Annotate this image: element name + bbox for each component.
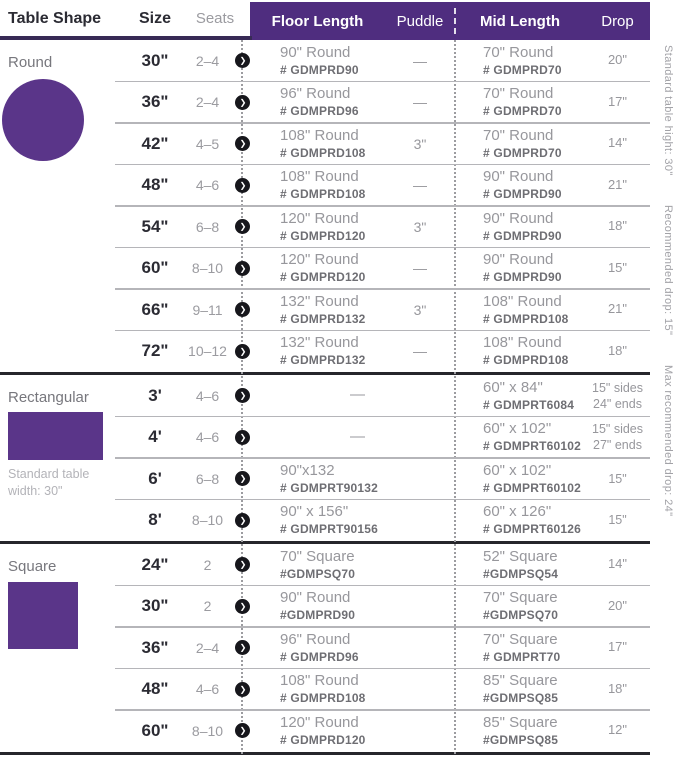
next-arrow-icon: ❯ bbox=[235, 53, 250, 68]
floor-part-number: # GDMPRD90 bbox=[280, 62, 359, 77]
table-row bbox=[130, 206, 650, 248]
square-rows bbox=[130, 544, 650, 752]
mid-length-cell bbox=[455, 165, 585, 207]
floor-length-value: 96" Round bbox=[280, 85, 351, 103]
seats-value: 2 bbox=[203, 556, 212, 573]
seats-value: 2–4 bbox=[195, 94, 220, 111]
table-row bbox=[130, 123, 650, 165]
mid-length-value: 85" Square bbox=[483, 713, 558, 731]
size-value: 66" bbox=[141, 299, 169, 319]
mid-length-value: 60" x 84" bbox=[483, 378, 543, 396]
column-header-table-shape: Table Shape bbox=[8, 9, 102, 27]
drop-cell bbox=[585, 123, 650, 165]
floor-length-cell bbox=[250, 710, 385, 752]
side-notes bbox=[662, 45, 674, 516]
seats-value: 6–8 bbox=[195, 470, 220, 487]
mid-length-value: 108" Round bbox=[483, 334, 562, 352]
drop-value: 20" bbox=[607, 597, 628, 613]
next-arrow-icon: ❯ bbox=[235, 136, 250, 151]
size-value: 48" bbox=[141, 679, 169, 699]
floor-length-cell bbox=[250, 248, 385, 290]
mid-length-value: 60" x 126" bbox=[483, 503, 552, 521]
drop-cell bbox=[585, 375, 650, 417]
rectangle-shape-icon bbox=[8, 412, 103, 460]
floor-part-number: #GDMPRD90 bbox=[280, 608, 356, 623]
floor-length-cell bbox=[250, 289, 385, 331]
drop-value: 14" bbox=[607, 556, 628, 572]
bottom-border-line bbox=[0, 752, 650, 755]
next-arrow-icon: ❯ bbox=[235, 557, 250, 572]
puddle-value bbox=[385, 586, 455, 628]
puddle-value: — bbox=[413, 177, 427, 194]
mid-length-value: 108" Round bbox=[483, 292, 562, 310]
mid-length-cell bbox=[455, 627, 585, 669]
drop-cell bbox=[585, 544, 650, 586]
table-row bbox=[130, 627, 650, 669]
floor-length-cell bbox=[250, 627, 385, 669]
shape-label-round: Round bbox=[8, 54, 53, 71]
section-square bbox=[0, 544, 650, 752]
drop-value: 15" bbox=[607, 259, 628, 275]
mid-length-cell bbox=[455, 289, 585, 331]
seats-value: 10–12 bbox=[188, 343, 227, 360]
header-dashed-divider bbox=[454, 8, 456, 34]
floor-length-value: 90" x 156" bbox=[280, 503, 349, 521]
column-header-size: Size bbox=[138, 9, 171, 27]
mid-part-number: # GDMPRD90 bbox=[483, 187, 562, 202]
rectangular-width-note: Standard table width: 30" bbox=[8, 467, 90, 498]
section-rectangular bbox=[0, 375, 650, 541]
mid-length-cell bbox=[455, 458, 585, 500]
mid-length-cell bbox=[455, 710, 585, 752]
mid-part-number: #GDMPSQ70 bbox=[483, 608, 559, 623]
floor-part-number: # GDMPRD96 bbox=[280, 104, 359, 119]
next-arrow-icon: ❯ bbox=[235, 682, 250, 697]
mid-part-number: #GDMPSQ85 bbox=[483, 691, 559, 706]
drop-value: 21" bbox=[607, 301, 628, 317]
floor-length-cell bbox=[250, 331, 385, 373]
drop-cell bbox=[585, 165, 650, 207]
floor-part-number: # GDMPRD96 bbox=[280, 649, 359, 664]
seats-value: 8–10 bbox=[191, 512, 224, 529]
table-row bbox=[130, 82, 650, 124]
drop-value-secondary: 27" ends bbox=[593, 438, 642, 453]
drop-value: 18" bbox=[607, 218, 628, 234]
table-row bbox=[130, 248, 650, 290]
mid-part-number: # GDMPRD70 bbox=[483, 145, 562, 160]
floor-part-number: # GDMPRD132 bbox=[280, 353, 366, 368]
header-purple-band bbox=[250, 2, 650, 40]
mid-length-cell bbox=[455, 82, 585, 124]
drop-value: 17" bbox=[607, 93, 628, 109]
table-row bbox=[130, 417, 650, 459]
mid-part-number: # GDMPRD90 bbox=[483, 228, 562, 243]
next-arrow-icon: ❯ bbox=[235, 344, 250, 359]
seats-value: 4–5 bbox=[195, 135, 220, 152]
square-shape-icon bbox=[8, 582, 78, 649]
table-row bbox=[130, 586, 650, 628]
table-row bbox=[130, 331, 650, 373]
floor-length-value: 120" Round bbox=[280, 209, 359, 227]
drop-value: 15" sides bbox=[592, 422, 643, 436]
size-value: 36" bbox=[141, 92, 169, 112]
column-header-seats: Seats bbox=[195, 10, 235, 27]
floor-length-value: 96" Round bbox=[280, 630, 351, 648]
puddle-value bbox=[385, 500, 455, 542]
mid-part-number: # GDMPRD108 bbox=[483, 311, 569, 326]
next-arrow-icon: ❯ bbox=[235, 219, 250, 234]
seats-value: 2–4 bbox=[195, 52, 220, 69]
size-value: 60" bbox=[141, 258, 169, 278]
seats-value: 4–6 bbox=[195, 177, 220, 194]
mid-length-cell bbox=[455, 248, 585, 290]
floor-part-number: # GDMPRD108 bbox=[280, 187, 366, 202]
floor-length-cell bbox=[250, 544, 385, 586]
mid-length-value: 90" Round bbox=[483, 251, 554, 269]
table-row bbox=[130, 500, 650, 542]
mid-length-cell bbox=[455, 500, 585, 542]
floor-length-cell bbox=[250, 669, 385, 711]
mid-part-number: #GDMPSQ85 bbox=[483, 732, 559, 747]
drop-value: 17" bbox=[607, 639, 628, 655]
puddle-value bbox=[385, 458, 455, 500]
mid-part-number: # GDMPRD108 bbox=[483, 353, 569, 368]
floor-part-number: #GDMPSQ70 bbox=[280, 566, 356, 581]
drop-cell bbox=[585, 417, 650, 459]
mid-length-value: 90" Round bbox=[483, 168, 554, 186]
size-value: 24" bbox=[141, 554, 169, 574]
next-arrow-icon: ❯ bbox=[235, 430, 250, 445]
size-value: 60" bbox=[141, 720, 169, 740]
table-row bbox=[130, 289, 650, 331]
floor-length-value: 90"x132 bbox=[280, 461, 335, 479]
puddle-value bbox=[385, 710, 455, 752]
size-value: 48" bbox=[141, 175, 169, 195]
mid-length-value: 70" Square bbox=[483, 589, 558, 607]
mid-length-value: 70" Round bbox=[483, 126, 554, 144]
next-arrow-icon: ❯ bbox=[235, 599, 250, 614]
mid-length-value: 70" Round bbox=[483, 43, 554, 61]
floor-length-cell bbox=[250, 586, 385, 628]
drop-cell bbox=[585, 669, 650, 711]
mid-part-number: # GDMPRD90 bbox=[483, 270, 562, 285]
mid-part-number: # GDMPRT60126 bbox=[483, 522, 581, 537]
puddle-value bbox=[385, 544, 455, 586]
floor-length-value: 90" Round bbox=[280, 589, 351, 607]
floor-length-value: 108" Round bbox=[280, 168, 359, 186]
size-value: 6' bbox=[148, 468, 162, 488]
drop-cell bbox=[585, 627, 650, 669]
floor-length-cell bbox=[250, 123, 385, 165]
floor-length-value: 70" Square bbox=[280, 547, 355, 565]
column-header-floor-length: Floor Length bbox=[271, 12, 364, 30]
floor-length-cell bbox=[250, 40, 385, 82]
mid-length-cell bbox=[455, 375, 585, 417]
puddle-value: 3" bbox=[413, 301, 427, 318]
mid-part-number: # GDMPRT60102 bbox=[483, 439, 581, 454]
size-value: 42" bbox=[141, 133, 169, 153]
mid-length-value: 90" Round bbox=[483, 209, 554, 227]
drop-cell bbox=[585, 331, 650, 373]
mid-length-value: 52" Square bbox=[483, 547, 558, 565]
floor-length-cell bbox=[250, 82, 385, 124]
floor-length-value: — bbox=[350, 386, 365, 404]
drop-cell bbox=[585, 458, 650, 500]
seats-value: 8–10 bbox=[191, 260, 224, 277]
side-note-recommended-drop: Recommended drop: 15" bbox=[662, 205, 674, 336]
drop-cell bbox=[585, 586, 650, 628]
next-arrow-icon: ❯ bbox=[235, 513, 250, 528]
seats-value: 4–6 bbox=[195, 387, 220, 404]
size-value: 54" bbox=[141, 216, 169, 236]
floor-part-number: # GDMPRD120 bbox=[280, 228, 366, 243]
mid-length-value: 60" x 102" bbox=[483, 461, 552, 479]
seats-value: 4–6 bbox=[195, 681, 220, 698]
mid-length-cell bbox=[455, 669, 585, 711]
next-arrow-icon: ❯ bbox=[235, 640, 250, 655]
mid-part-number: #GDMPSQ54 bbox=[483, 566, 559, 581]
mid-length-cell bbox=[455, 417, 585, 459]
floor-part-number: # GDMPRD120 bbox=[280, 732, 366, 747]
drop-cell bbox=[585, 82, 650, 124]
side-note-max-drop: Max recommended drop: 24" bbox=[662, 364, 674, 517]
mid-length-cell bbox=[455, 586, 585, 628]
next-arrow-icon: ❯ bbox=[235, 261, 250, 276]
column-header-puddle: Puddle bbox=[396, 12, 444, 30]
size-value: 3' bbox=[148, 385, 162, 405]
column-header-drop: Drop bbox=[601, 12, 634, 30]
size-value: 30" bbox=[141, 50, 169, 70]
column-header-mid-length: Mid Length bbox=[480, 12, 560, 30]
mid-length-cell bbox=[455, 544, 585, 586]
floor-length-value: 120" Round bbox=[280, 251, 359, 269]
mid-length-cell bbox=[455, 40, 585, 82]
mid-length-value: 70" Square bbox=[483, 630, 558, 648]
puddle-value: 3" bbox=[413, 135, 427, 152]
mid-part-number: # GDMPRD70 bbox=[483, 104, 562, 119]
drop-cell bbox=[585, 40, 650, 82]
table-row bbox=[130, 544, 650, 586]
drop-value: 15" sides bbox=[592, 380, 643, 395]
puddle-value bbox=[385, 375, 455, 417]
floor-part-number: # GDMPRD108 bbox=[280, 145, 366, 160]
mid-length-value: 85" Square bbox=[483, 672, 558, 690]
drop-value: 21" bbox=[607, 176, 628, 192]
floor-length-value: 120" Round bbox=[280, 713, 359, 731]
drop-cell bbox=[585, 289, 650, 331]
floor-part-number: # GDMPRD132 bbox=[280, 311, 366, 326]
size-value: 8' bbox=[148, 510, 162, 530]
floor-part-number: # GDMPRD120 bbox=[280, 270, 366, 285]
puddle-value: — bbox=[413, 260, 427, 277]
puddle-value: — bbox=[413, 52, 427, 69]
floor-length-cell bbox=[250, 206, 385, 248]
mid-part-number: # GDMPRT6084 bbox=[483, 397, 575, 412]
floor-length-cell bbox=[250, 417, 385, 459]
floor-length-value: 108" Round bbox=[280, 126, 359, 144]
puddle-value: — bbox=[413, 343, 427, 360]
floor-part-number: # GDMPRT90132 bbox=[280, 480, 378, 495]
drop-value: 15" bbox=[608, 471, 627, 486]
next-arrow-icon: ❯ bbox=[235, 178, 250, 193]
next-arrow-icon: ❯ bbox=[235, 723, 250, 738]
floor-length-value: 108" Round bbox=[280, 672, 359, 690]
mid-length-cell bbox=[455, 123, 585, 165]
mid-part-number: # GDMPRD70 bbox=[483, 62, 562, 77]
floor-part-number: # GDMPRD108 bbox=[280, 691, 366, 706]
table-header bbox=[0, 0, 650, 40]
drop-cell bbox=[585, 500, 650, 542]
rectangular-rows bbox=[130, 375, 650, 541]
square-shape-block bbox=[0, 544, 130, 649]
table-row bbox=[130, 375, 650, 417]
rectangular-shape-block bbox=[0, 375, 130, 500]
floor-length-value: — bbox=[350, 427, 365, 445]
puddle-value bbox=[385, 627, 455, 669]
drop-cell bbox=[585, 206, 650, 248]
mid-part-number: # GDMPRT70 bbox=[483, 649, 561, 664]
size-value: 72" bbox=[141, 341, 169, 361]
section-round bbox=[0, 40, 650, 372]
floor-length-cell bbox=[250, 458, 385, 500]
drop-cell bbox=[585, 248, 650, 290]
floor-length-cell bbox=[250, 165, 385, 207]
floor-length-value: 132" Round bbox=[280, 292, 359, 310]
round-rows bbox=[130, 40, 650, 372]
drop-value: 18" bbox=[607, 680, 628, 696]
table-row bbox=[130, 165, 650, 207]
floor-length-cell bbox=[250, 375, 385, 417]
mid-length-value: 60" x 102" bbox=[483, 420, 552, 438]
size-value: 36" bbox=[141, 637, 169, 657]
drop-value: 20" bbox=[607, 52, 628, 68]
puddle-value bbox=[385, 669, 455, 711]
table-row bbox=[130, 669, 650, 711]
floor-length-value: 132" Round bbox=[280, 334, 359, 352]
size-value: 30" bbox=[141, 596, 169, 616]
next-arrow-icon: ❯ bbox=[235, 388, 250, 403]
mid-length-cell bbox=[455, 206, 585, 248]
drop-value: 18" bbox=[607, 342, 628, 358]
floor-length-value: 90" Round bbox=[280, 43, 351, 61]
header-left-group bbox=[0, 0, 250, 37]
seats-value: 4–6 bbox=[195, 429, 220, 446]
size-value: 4' bbox=[148, 427, 162, 447]
drop-cell bbox=[585, 710, 650, 752]
side-note-table-height: Standard table hight: 30" bbox=[662, 45, 674, 176]
round-shape-icon bbox=[2, 79, 84, 161]
puddle-value: 3" bbox=[413, 218, 427, 235]
puddle-value bbox=[385, 417, 455, 459]
shape-label-rectangular: Rectangular bbox=[8, 389, 89, 406]
shape-label-square: Square bbox=[8, 558, 57, 575]
seats-value: 2 bbox=[203, 598, 212, 615]
floor-length-cell bbox=[250, 500, 385, 542]
table-row bbox=[130, 40, 650, 82]
seats-value: 2–4 bbox=[195, 639, 220, 656]
mid-length-value: 70" Round bbox=[483, 85, 554, 103]
seats-value: 6–8 bbox=[195, 218, 220, 235]
seats-value: 9–11 bbox=[192, 301, 223, 318]
next-arrow-icon: ❯ bbox=[235, 302, 250, 317]
seats-value: 8–10 bbox=[191, 722, 224, 739]
drop-value: 12" bbox=[607, 722, 628, 738]
next-arrow-icon: ❯ bbox=[235, 471, 250, 486]
drop-value-secondary: 24" ends bbox=[593, 396, 642, 411]
mid-part-number: # GDMPRT60102 bbox=[483, 480, 581, 495]
puddle-value: — bbox=[413, 94, 427, 111]
next-arrow-icon: ❯ bbox=[235, 95, 250, 110]
drop-value: 15" bbox=[608, 513, 627, 528]
table-row bbox=[130, 710, 650, 752]
table-row bbox=[130, 458, 650, 500]
round-shape-block bbox=[0, 40, 130, 161]
drop-value: 14" bbox=[607, 135, 628, 151]
floor-part-number: # GDMPRT90156 bbox=[280, 522, 378, 537]
mid-length-cell bbox=[455, 331, 585, 373]
